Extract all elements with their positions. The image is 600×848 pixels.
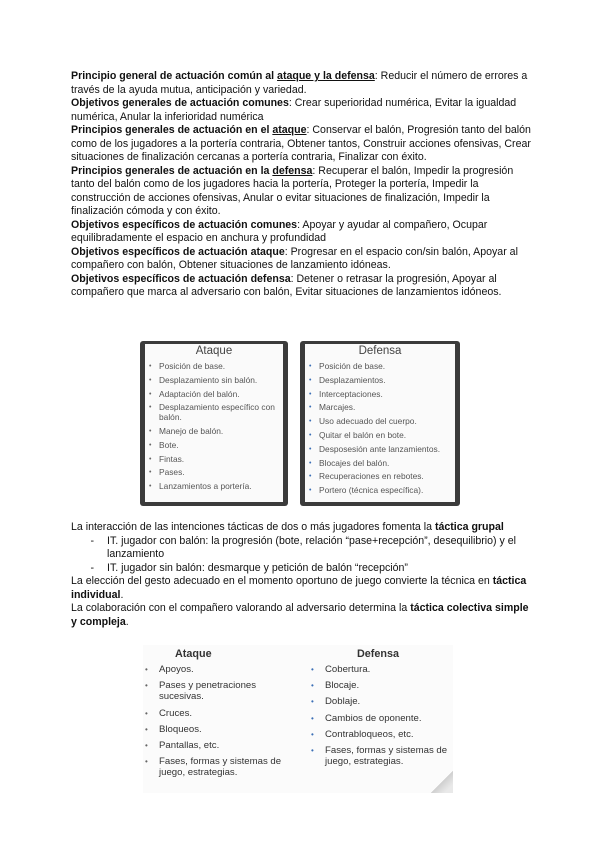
bullet-icon: • bbox=[145, 741, 148, 751]
list-item: - IT. jugador sin balón: desmarque y petición de balón “recepción” bbox=[90, 561, 408, 574]
paragraph-principios-ataque: Principios generales de actuación en el ataque: Conservar el balón, Progresión tanto del balón como de los jugadores a la portería contraria, Obtener tantos, Construir acciones ofensivas, Crear situaciones de finalización cercanas a portería contraria, Finalizar con éxito. bbox=[71, 124, 531, 163]
list-item: • Pases. bbox=[149, 467, 185, 478]
tecnica-image bbox=[140, 341, 460, 506]
bullet-icon: • bbox=[149, 441, 152, 449]
bullet-icon: • bbox=[309, 418, 312, 426]
bullet-icon: • bbox=[311, 713, 314, 723]
bullet-icon: • bbox=[145, 665, 148, 674]
bullet-icon: • bbox=[149, 363, 152, 370]
bullet-icon: • bbox=[309, 473, 312, 481]
list-item: • Fintas. bbox=[149, 453, 185, 464]
bullet-icon: • bbox=[311, 681, 314, 691]
list-item: • Contrabloqueos, etc. bbox=[311, 728, 414, 740]
list-item: • Cambios de oponente. bbox=[311, 712, 422, 724]
bullet-icon: • bbox=[309, 487, 312, 495]
list-item: • Cobertura. bbox=[311, 664, 371, 675]
list-item: • Fases, formas y sistemas de juego, estrategias. bbox=[145, 756, 282, 779]
defensa-column bbox=[311, 648, 451, 772]
list-item: • Interceptaciones. bbox=[309, 388, 383, 399]
intenciones-list bbox=[71, 535, 531, 576]
list-item: • Blocaje. bbox=[311, 680, 360, 692]
list-item: • Portero (técnica específica). bbox=[309, 485, 424, 496]
bullet-icon: • bbox=[145, 724, 148, 734]
defensa-box-title: Defensa bbox=[358, 345, 402, 357]
bullet-icon: • bbox=[149, 427, 152, 435]
list-item: • Doblaje. bbox=[311, 696, 361, 708]
paragraph-tactica-individual: La elección del gesto adecuado en el momento oportuno de juego convierte la técnica en táctica individual. bbox=[71, 575, 527, 601]
bullet-icon: • bbox=[149, 469, 152, 477]
bullet-icon: • bbox=[309, 445, 312, 453]
list-item: • Marcajes. bbox=[309, 402, 356, 413]
list-item: • Blocajes del balón. bbox=[309, 457, 390, 468]
list-item: • Pantallas, etc. bbox=[145, 740, 220, 752]
bullet-icon: • bbox=[309, 431, 312, 439]
bullet-icon: • bbox=[309, 363, 312, 370]
page-curl bbox=[431, 771, 453, 793]
bullet-icon: • bbox=[311, 746, 314, 756]
bullet-icon: • bbox=[145, 757, 148, 767]
list-item: - IT. jugador con balón: la progresión (bote, relación “pase+recepción”, desequilibrio) y el lanzamiento bbox=[90, 534, 516, 560]
tactica-image bbox=[143, 645, 453, 793]
defensa-box bbox=[300, 341, 460, 506]
bullet-icon: • bbox=[149, 376, 152, 384]
bullet-icon: • bbox=[145, 681, 148, 691]
list-item: • Bloqueos. bbox=[145, 723, 202, 735]
list-item: • Posición de base. bbox=[149, 361, 226, 371]
ataque-column-title: Ataque bbox=[175, 648, 212, 660]
list-item: • Manejo de balón. bbox=[149, 425, 224, 436]
defensa-tactica-list bbox=[311, 664, 451, 767]
list-item: • Posición de base. bbox=[309, 361, 386, 371]
list-item: • Quitar el balón en bote. bbox=[309, 429, 407, 440]
paragraph-especificos-comunes: Objetivos específicos de actuación comunes: Apoyar y ayudar al compañero, Ocupar equilibradamente el espacio en anchura y profundidad bbox=[71, 218, 488, 244]
list-item: • Lanzamientos a portería. bbox=[149, 481, 252, 492]
bullet-icon: • bbox=[311, 697, 314, 707]
paragraph-especificos-ataque: Objetivos específicos de actuación ataque: Progresar en el espacio con/sin balón, Apoyar al compañero con balón, Obtener situaciones de lanzamiento idóneas. bbox=[71, 245, 518, 271]
bullet-icon: • bbox=[149, 483, 152, 491]
list-item: • Cruces. bbox=[145, 707, 193, 719]
ataque-list bbox=[145, 362, 283, 492]
paragraph-especificos-defensa: Objetivos específicos de actuación defensa: Detener o retrasar la progresión, Apoyar al compañero que marca al adversario con balón, Evitar situaciones de lanzamientos idóneos. bbox=[71, 272, 502, 298]
bullet-icon: • bbox=[309, 376, 312, 384]
list-item: • Desposesión ante lanzamientos. bbox=[309, 443, 441, 454]
list-item: • Adaptación del balón. bbox=[149, 388, 240, 399]
paragraph-principios-defensa: Principios generales de actuación en la defensa: Recuperar el balón, Impedir la progresión tanto del balón como de los jugadores hacia la portería, Proteger la portería, Impedir la construcción de acciones ofensivas, Anular o evitar situaciones de finalización, Impedir la finalización cómoda y con éxito. bbox=[71, 164, 514, 217]
bullet-icon: • bbox=[311, 729, 314, 739]
list-item: • Bote. bbox=[149, 439, 179, 450]
ataque-column bbox=[145, 648, 295, 784]
list-item: • Apoyos. bbox=[145, 664, 194, 675]
bullet-icon: • bbox=[149, 390, 152, 398]
defensa-list bbox=[305, 362, 455, 496]
bullet-icon: • bbox=[311, 665, 314, 674]
list-item: • Desplazamiento sin balón. bbox=[149, 374, 258, 385]
ataque-tactica-list bbox=[145, 664, 295, 779]
bullet-icon: • bbox=[145, 708, 148, 718]
list-item: • Desplazamientos. bbox=[309, 374, 386, 385]
bullet-icon: • bbox=[149, 455, 152, 463]
tactica-text bbox=[71, 521, 531, 629]
bullet-icon: • bbox=[149, 404, 152, 412]
defensa-column-title: Defensa bbox=[357, 648, 400, 660]
list-item: • Desplazamiento específico con balón. bbox=[149, 402, 275, 423]
bullet-icon: • bbox=[309, 404, 312, 412]
bullet-icon: • bbox=[309, 390, 312, 398]
top-text bbox=[71, 70, 531, 300]
list-item: • Uso adecuado del cuerpo. bbox=[309, 416, 417, 427]
ataque-box bbox=[140, 341, 288, 506]
list-item: • Recuperaciones en rebotes. bbox=[309, 471, 424, 482]
paragraph-tactica-grupal: La interacción de las intenciones tácticas de dos o más jugadores fomenta la táctica grupal bbox=[71, 521, 504, 533]
paragraph-principio-general: Principio general de actuación común al ataque y la defensa: Reducir el número de errores a través de la ayuda mutua, anticipación y variedad. bbox=[71, 70, 528, 96]
list-item: • Fases, formas y sistemas de juego, estrategias. bbox=[311, 745, 448, 768]
bullet-icon: • bbox=[309, 459, 312, 467]
paragraph-objetivos-comunes: Objetivos generales de actuación comunes: Crear superioridad numérica, Evitar la igualdad numérica, Anular la inferioridad numérica bbox=[71, 97, 517, 123]
list-item: • Pases y penetraciones sucesivas. bbox=[145, 680, 257, 703]
ataque-box-title: Ataque bbox=[195, 345, 233, 357]
paragraph-tactica-colectiva: La colaboración con el compañero valorando al adversario determina la táctica colectiva simple y compleja. bbox=[71, 602, 529, 628]
